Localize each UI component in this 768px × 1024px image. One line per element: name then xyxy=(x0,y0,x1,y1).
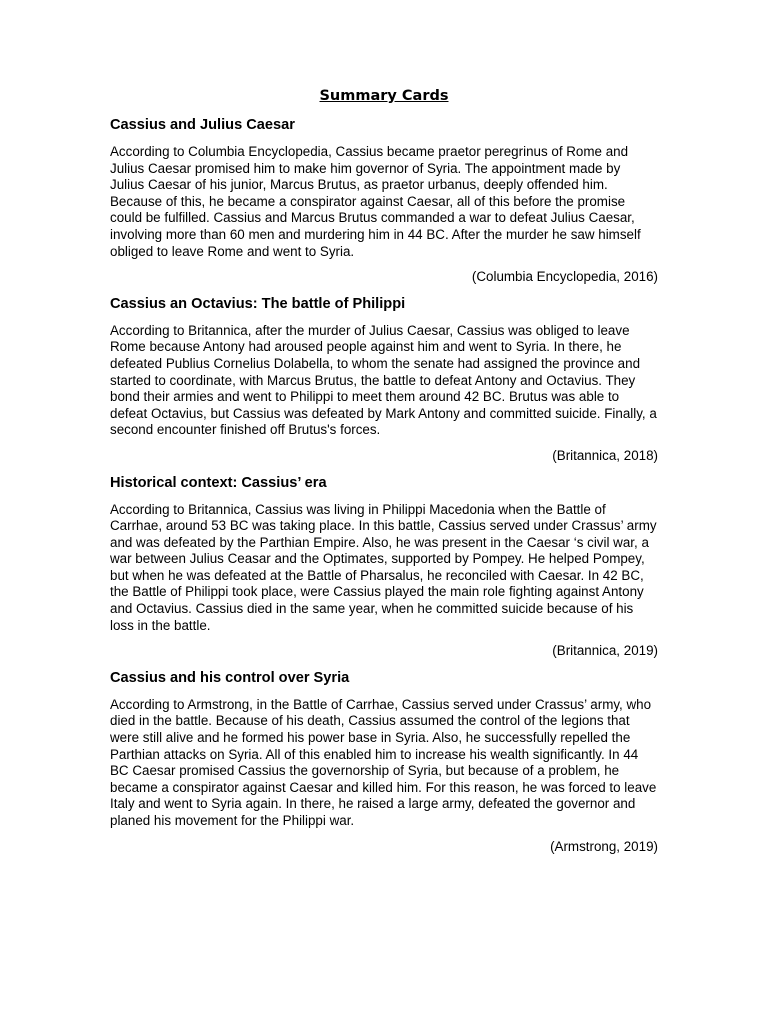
summary-card xyxy=(110,668,658,855)
card-body: According to Britannica, Cassius was living in Philippi Macedonia when the Battle of Carrhae, around 53 BC was taking place. In this battle, Cassius served under Crassus’ army and was defeated by the Parthian Empire. Also, he was present in the Caesar ‘s civil war, a war between Julius Ceasar and the Optimates, supported by Pompey. He helped Pompey, but when he was defeated at the Battle of Pharsalus, he reconciled with Caesar. In 42 BC, the Battle of Philippi took place, were Cassius played the main role fighting against Antony and Octavius. Cassius died in the same year, when he committed suicide because of his loss in the battle. xyxy=(110,501,657,633)
card-heading: Cassius and Julius Caesar xyxy=(110,117,295,133)
card-body: According to Columbia Encyclopedia, Cassius became praetor peregrinus of Rome and Julius Caesar promised him to make him governor of Syria. The appointment made by Julius Caesar of his junior, Marcus Brutus, as praetor urbanus, deeply offended him. Because of this, he became a conspirator against Caesar, all of this before the promise could be fulfilled. Cassius and Marcus Brutus commanded a war to defeat Julius Caesar, involving more than 60 men and murdering him in 44 BC. After the murder he saw himself obliged to leave Rome and went to Syria. xyxy=(110,144,641,259)
card-body: According to Britannica, after the murder of Julius Caesar, Cassius was obliged to leave Rome because Antony had aroused people against him and went to Syria. In there, he defeated Publius Cornelius Dolabella, to whom the senate had assigned the province and started to coordinate, with Marcus Brutus, the battle to defeat Antony and Octavius. They bond their armies and went to Philippi to meet them around 42 BC. Brutus was able to defeat Octavius, but Cassius was defeated by Mark Antony and committed suicide. Finally, a second encounter finished off Brutus's forces. xyxy=(110,322,657,438)
card-body: According to Armstrong, in the Battle of Carrhae, Cassius served under Crassus’ army, who died in the battle. Because of his death, Cassius assumed the control of the legions that were still alive and he formed his power base in Syria. Also, he successfully repelled the Parthian attacks on Syria. All of this enabled him to increase his wealth significantly. In 44 BC Caesar promised Cassius the governorship of Syria, but because of a problem, he became a conspirator against Caesar and killed him. For this reason, he was forced to leave Italy and went to Syria again. In there, he raised a large army, defeated the governor and planed his movement for the Philippi war. xyxy=(110,696,657,828)
summary-card xyxy=(110,115,658,286)
document-page xyxy=(110,85,658,855)
summary-card xyxy=(110,294,658,465)
summary-card xyxy=(110,473,658,660)
card-citation: (Britannica, 2019) xyxy=(552,643,658,659)
card-heading: Cassius an Octavius: The battle of Philippi xyxy=(110,295,406,312)
card-citation: (Britannica, 2018) xyxy=(552,447,658,463)
card-citation: (Columbia Encyclopedia, 2016) xyxy=(471,269,658,285)
page-title: Summary Cards xyxy=(319,88,449,104)
card-heading: Cassius and his control over Syria xyxy=(110,669,350,686)
card-heading: Historical context: Cassius’ era xyxy=(110,474,327,491)
card-citation: (Armstrong, 2019) xyxy=(550,838,658,854)
